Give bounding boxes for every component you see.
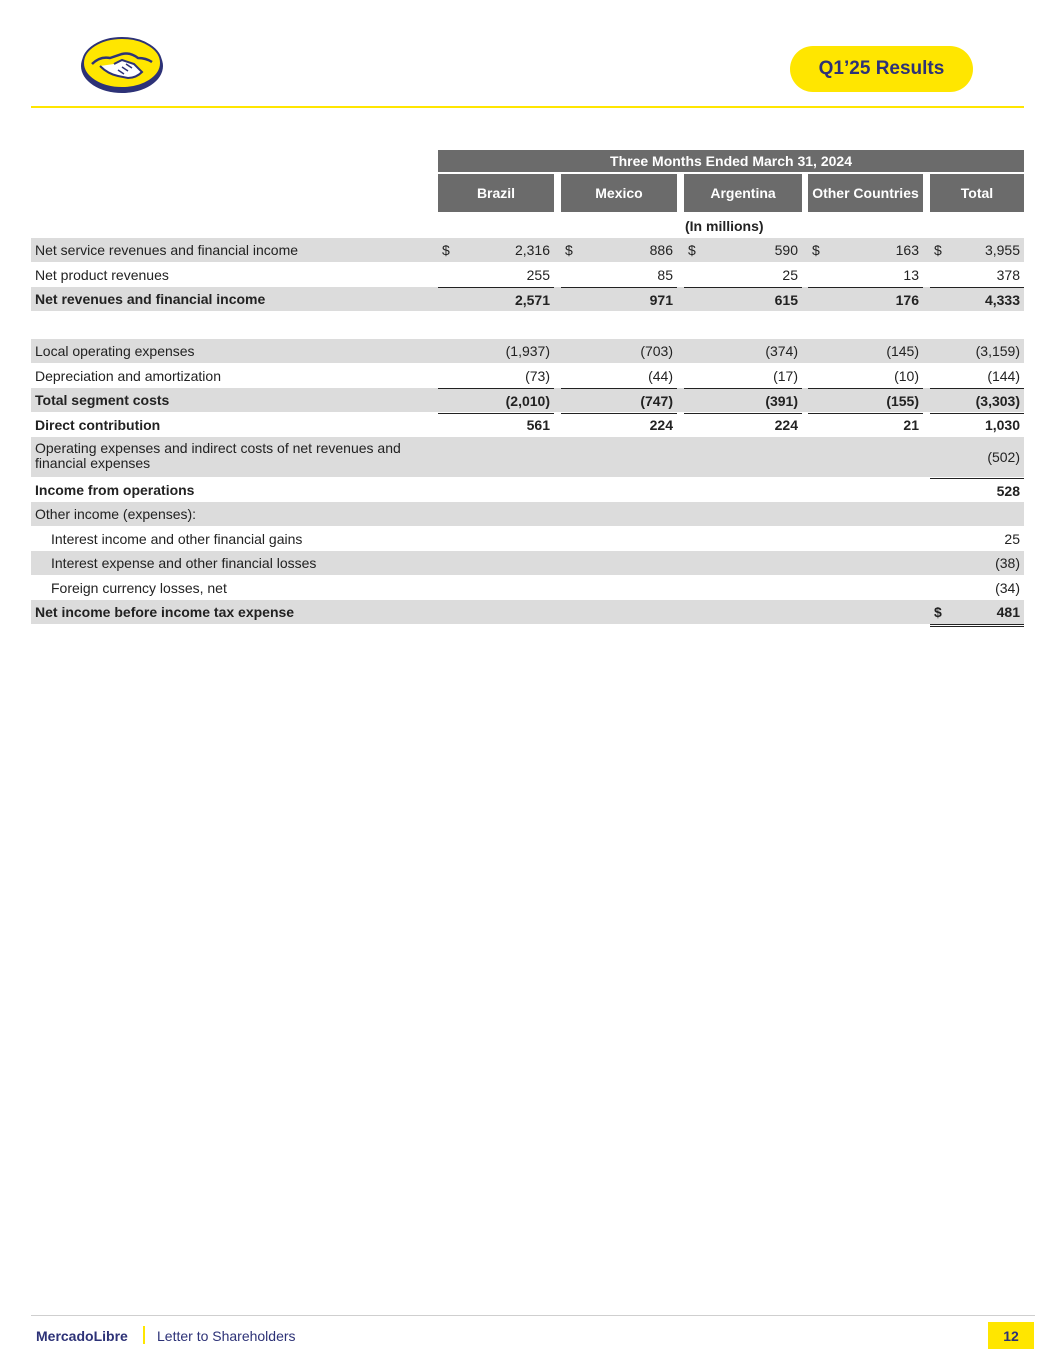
page-number: 12 [988, 1322, 1034, 1349]
cell-value: (374) [765, 343, 798, 359]
cell-value: (38) [995, 555, 1020, 571]
column-header-mexico: Mexico [561, 174, 677, 212]
currency-symbol: $ [812, 242, 820, 258]
table-cell [930, 287, 1024, 312]
table-cell [684, 413, 802, 437]
table-cell [808, 287, 923, 312]
currency-symbol: $ [934, 242, 942, 258]
table-cell [438, 551, 554, 575]
table-cell [930, 364, 1024, 389]
units-label: (In millions) [685, 218, 764, 234]
cell-value: 224 [774, 417, 798, 433]
cell-value: (2,010) [505, 393, 550, 409]
cell-value: 13 [903, 267, 919, 283]
currency-symbol: $ [565, 242, 573, 258]
cell-value: 378 [996, 267, 1020, 283]
table-cell [438, 263, 554, 288]
row-label: Total segment costs [35, 392, 170, 408]
cell-value: (3,303) [975, 393, 1020, 409]
row-label: Net product revenues [35, 267, 169, 283]
cell-value: 25 [782, 267, 798, 283]
table-cell [438, 287, 554, 312]
table-cell [561, 551, 677, 575]
table-cell [684, 502, 802, 526]
currency-symbol: $ [442, 242, 450, 258]
cell-value: (747) [640, 393, 673, 409]
cell-value: (34) [995, 580, 1020, 596]
cell-value: (145) [886, 343, 919, 359]
cell-value: (703) [640, 343, 673, 359]
table-cell [684, 600, 802, 624]
cell-value: 2,316 [514, 242, 550, 258]
table-cell [438, 238, 554, 262]
table-row [31, 478, 1024, 502]
table-cell [438, 502, 554, 526]
cell-value: (44) [648, 368, 673, 384]
table-cell [808, 502, 923, 526]
cell-value: (10) [894, 368, 919, 384]
cell-value: 163 [895, 242, 919, 258]
table-cell [684, 437, 802, 477]
cell-value: (17) [773, 368, 798, 384]
cell-value: 615 [774, 292, 798, 308]
row-label: Net revenues and financial income [35, 291, 266, 307]
table-cell [438, 478, 554, 502]
table-cell [808, 576, 923, 600]
table-cell [684, 364, 802, 389]
table-row [31, 263, 1024, 287]
table-cell [438, 364, 554, 389]
table-cell [561, 576, 677, 600]
cell-value: 481 [996, 604, 1020, 620]
table-cell [561, 437, 677, 477]
table-cell [808, 437, 923, 477]
table-cell [930, 437, 1024, 477]
table-cell [438, 437, 554, 477]
table-row [31, 576, 1024, 600]
table-cell [561, 339, 677, 363]
cell-value: 886 [649, 242, 673, 258]
row-label: Direct contribution [35, 417, 161, 433]
header-divider [31, 106, 1024, 108]
table-cell [684, 287, 802, 312]
table-cell [684, 388, 802, 414]
table-cell [930, 388, 1024, 414]
cell-value: 971 [649, 292, 673, 308]
table-cell [561, 527, 677, 551]
table-cell [561, 413, 677, 437]
table-cell [930, 600, 1024, 627]
footer-divider [31, 1315, 1035, 1316]
table-cell [808, 527, 923, 551]
cell-value: 176 [895, 292, 919, 308]
row-label: Interest income and other financial gains [51, 531, 303, 547]
row-label: Other income (expenses): [35, 506, 197, 522]
cell-value: (73) [525, 368, 550, 384]
row-label: Depreciation and amortization [35, 368, 221, 384]
cell-value: (3,159) [975, 343, 1020, 359]
quarter-results-badge: Q1’25 Results [790, 46, 973, 92]
footer-brand: MercadoLibre [36, 1328, 128, 1344]
table-cell [684, 478, 802, 502]
row-label: Operating expenses and indirect costs of net revenues and financial expenses [35, 440, 401, 471]
column-header-argentina: Argentina [684, 174, 802, 212]
currency-symbol: $ [688, 242, 696, 258]
table-row [31, 600, 1024, 624]
table-cell [684, 527, 802, 551]
table-cell [930, 551, 1024, 575]
table-row [31, 287, 1024, 311]
table-row [31, 551, 1024, 575]
table-cell [438, 413, 554, 437]
column-header-brazil: Brazil [438, 174, 554, 212]
cell-value: 4,333 [984, 292, 1020, 308]
table-cell [808, 413, 923, 437]
mercadolibre-logo-icon [78, 34, 166, 94]
table-cell [930, 502, 1024, 526]
table-cell [808, 551, 923, 575]
table-cell [930, 527, 1024, 551]
table-cell [930, 238, 1024, 262]
table-cell [808, 388, 923, 414]
table-cell [438, 339, 554, 363]
table-cell [684, 551, 802, 575]
cell-value: 561 [526, 417, 550, 433]
table-cell [561, 388, 677, 414]
cell-value: (1,937) [505, 343, 550, 359]
row-label: Local operating expenses [35, 343, 195, 359]
table-cell [684, 576, 802, 600]
table-row [31, 502, 1024, 526]
cell-value: 224 [649, 417, 673, 433]
table-row [31, 238, 1024, 262]
table-cell [561, 600, 677, 624]
cell-value: (155) [886, 393, 919, 409]
table-cell [684, 238, 802, 262]
table-row [31, 437, 1024, 477]
cell-value: 590 [774, 242, 798, 258]
table-cell [684, 263, 802, 288]
table-cell [808, 478, 923, 502]
table-cell [561, 263, 677, 288]
table-cell [808, 238, 923, 262]
table-cell [438, 388, 554, 414]
table-cell [438, 527, 554, 551]
table-row [31, 364, 1024, 388]
table-row [31, 413, 1024, 437]
table-cell [808, 339, 923, 363]
cell-value: 3,955 [984, 242, 1020, 258]
table-cell [561, 364, 677, 389]
table-row [31, 388, 1024, 412]
table-row [31, 527, 1024, 551]
table-cell [930, 413, 1024, 437]
cell-value: 2,571 [514, 292, 550, 308]
footer-document-title: Letter to Shareholders [157, 1328, 296, 1344]
table-cell [930, 576, 1024, 600]
table-cell [930, 263, 1024, 288]
table-cell [684, 339, 802, 363]
row-label: Net service revenues and financial income [35, 242, 299, 258]
table-cell [808, 600, 923, 624]
column-header-other-countries: Other Countries [808, 174, 923, 212]
cell-value: 255 [526, 267, 550, 283]
currency-symbol: $ [934, 604, 942, 620]
table-cell [930, 339, 1024, 363]
column-header-total: Total [930, 174, 1024, 212]
table-cell [561, 478, 677, 502]
cell-value: (391) [765, 393, 798, 409]
cell-value: (502) [987, 449, 1020, 465]
cell-value: 21 [903, 417, 919, 433]
row-label: Foreign currency losses, net [51, 580, 227, 596]
table-cell [930, 478, 1024, 503]
cell-value: 528 [996, 483, 1020, 499]
table-cell [808, 263, 923, 288]
table-cell [561, 287, 677, 312]
table-row [31, 339, 1024, 363]
row-label: Net income before income tax expense [35, 604, 295, 620]
table-cell [561, 502, 677, 526]
footer-separator [143, 1326, 145, 1344]
cell-value: 85 [657, 267, 673, 283]
cell-value: 1,030 [984, 417, 1020, 433]
table-cell [438, 600, 554, 624]
cell-value: 25 [1004, 531, 1020, 547]
table-cell [808, 364, 923, 389]
cell-value: (144) [987, 368, 1020, 384]
row-label: Interest expense and other financial losses [51, 555, 317, 571]
period-header: Three Months Ended March 31, 2024 [438, 150, 1024, 172]
row-label: Income from operations [35, 482, 195, 498]
table-cell [561, 238, 677, 262]
table-cell [438, 576, 554, 600]
